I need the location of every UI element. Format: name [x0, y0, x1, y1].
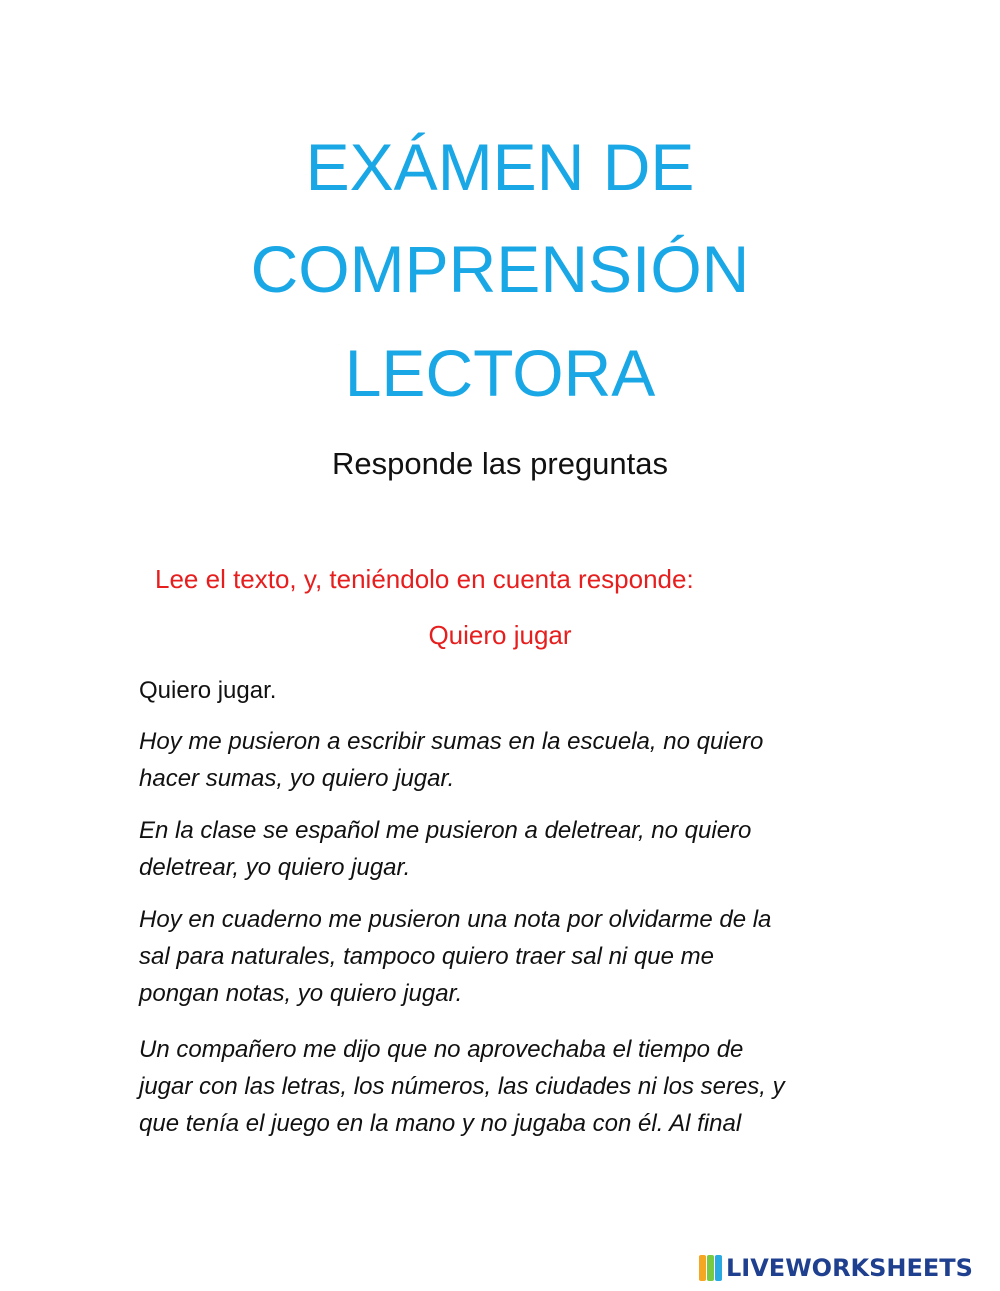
story-paragraph: [139, 1031, 859, 1142]
story-paragraph: [139, 723, 859, 797]
title-line-3: LECTORA: [344, 336, 656, 410]
paragraph-line: deletrear, yo quiero jugar.: [139, 854, 411, 881]
paragraph-line: hacer sumas, yo quiero jugar.: [139, 765, 455, 792]
story-paragraph: [139, 901, 859, 1012]
subtitle: Responde las preguntas: [331, 446, 669, 481]
paragraph-line: Hoy me pusieron a escribir sumas en la escuela, no quiero: [139, 728, 764, 755]
liveworksheets-logo: [699, 1253, 973, 1283]
paragraph-line: Un compañero me dijo que no aprovechaba el tiempo de: [139, 1036, 744, 1063]
liveworksheets-logo-icon: [699, 1255, 723, 1281]
paragraph-line: jugar con las letras, los números, las ciudades ni los seres, y: [139, 1073, 785, 1100]
logo-text: LIVEWORKSHEETS: [726, 1254, 973, 1282]
paragraph-line: pongan notas, yo quiero jugar.: [139, 980, 463, 1007]
title-line-1: EXÁMEN DE: [305, 130, 695, 204]
paragraph-line: que tenía el juego en la mano y no jugaba con él. Al final: [139, 1110, 742, 1137]
title-line-2: COMPRENSIÓN: [250, 232, 750, 306]
paragraph-line: En la clase se español me pusieron a deletrear, no quiero: [139, 817, 752, 844]
paragraph-line: Hoy en cuaderno me pusieron una nota por olvidarme de la: [139, 906, 772, 933]
story-title: Quiero jugar: [428, 620, 572, 650]
paragraph-line: sal para naturales, tampoco quiero traer sal ni que me: [139, 943, 714, 970]
story-intro: Quiero jugar.: [139, 677, 277, 704]
instruction: Lee el texto, y, teniéndolo en cuenta responde:: [155, 564, 694, 594]
story-paragraph: [139, 812, 859, 886]
